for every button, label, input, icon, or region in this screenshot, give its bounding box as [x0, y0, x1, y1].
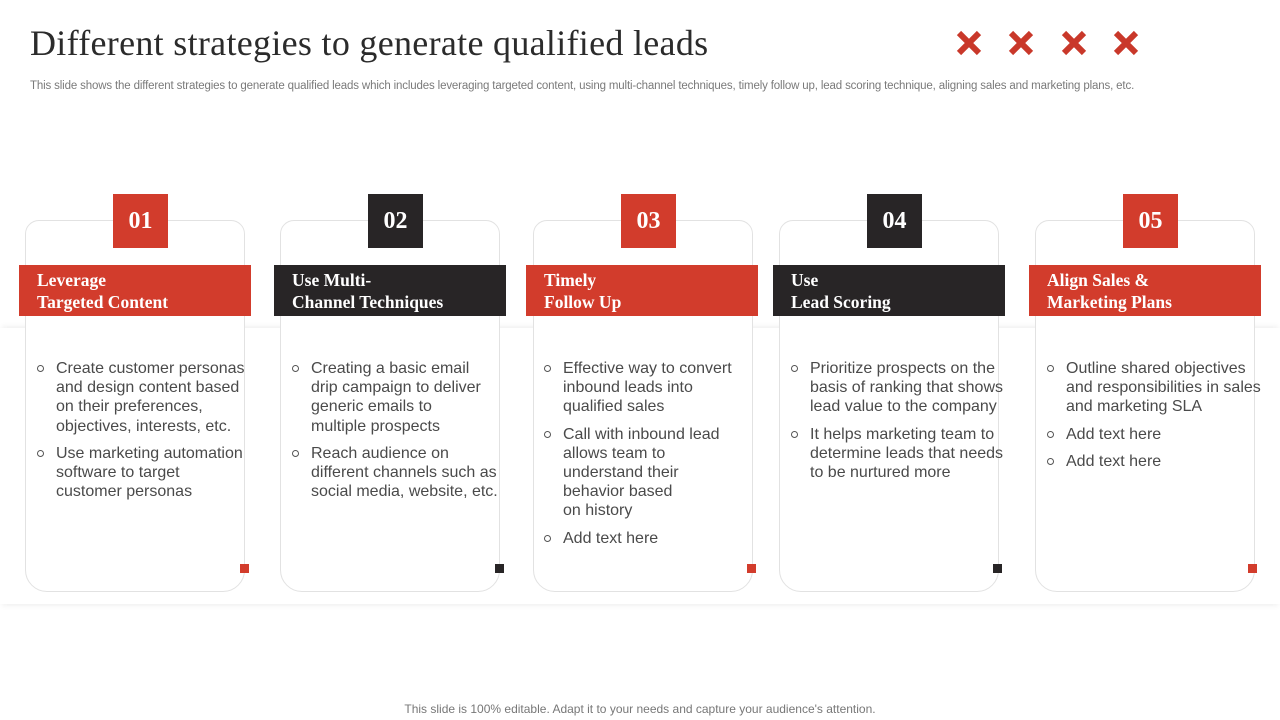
bullet-circle-icon — [292, 365, 299, 372]
strategy-heading-1 — [19, 265, 251, 316]
corner-square-icon — [240, 564, 249, 573]
strategy-number-1: 01 — [113, 194, 168, 248]
bullet-circle-icon — [544, 535, 551, 542]
list-item: Add text here — [541, 529, 766, 548]
strategy-bullets-4 — [788, 359, 1018, 490]
strategy-bullets-3 — [541, 359, 766, 556]
strategy-heading-2 — [274, 265, 506, 316]
list-item: Add text here — [1044, 452, 1276, 471]
strategy-bullets-1 — [34, 359, 259, 509]
x-mark-icon — [1006, 28, 1036, 58]
x-mark-icon — [1059, 28, 1089, 58]
heading-line: Use Multi- — [292, 270, 372, 290]
list-item: Use marketing automation software to target customer personas — [34, 444, 259, 502]
list-item: Effective way to convert inbound leads into qualified sales — [541, 359, 766, 417]
bullet-circle-icon — [292, 450, 299, 457]
x-mark-icon — [1111, 28, 1141, 58]
list-item: Creating a basic email drip campaign to deliver generic emails to multiple prospects — [289, 359, 514, 436]
heading-line: Lead Scoring — [791, 292, 891, 312]
bullet-circle-icon — [544, 431, 551, 438]
heading-line: Channel Techniques — [292, 292, 444, 312]
strategy-heading-3 — [526, 265, 758, 316]
x-marks-decoration — [954, 28, 1144, 60]
strategy-bullets-5 — [1044, 359, 1276, 479]
heading-line: Marketing Plans — [1047, 292, 1172, 312]
heading-line: Targeted Content — [37, 292, 169, 312]
heading-line: Timely — [544, 270, 597, 290]
strategy-number-4: 04 — [867, 194, 922, 248]
page-title: Different strategies to generate qualified leads — [30, 23, 709, 63]
strategy-heading-4 — [773, 265, 1005, 316]
footer-note: This slide is 100% editable. Adapt it to your needs and capture your audience's attention. — [404, 702, 876, 716]
heading-line: Leverage — [37, 270, 106, 290]
list-item: Create customer personas and design content based on their preferences, objectives, interests, etc. — [34, 359, 259, 436]
bullet-circle-icon — [1047, 365, 1054, 372]
bullet-circle-icon — [791, 365, 798, 372]
list-item: Add text here — [1044, 425, 1276, 444]
strategy-heading-5 — [1029, 265, 1261, 316]
corner-square-icon — [747, 564, 756, 573]
bullet-circle-icon — [544, 365, 551, 372]
strategy-number-3: 03 — [621, 194, 676, 248]
strategy-bullets-2 — [289, 359, 514, 509]
bullet-circle-icon — [791, 431, 798, 438]
list-item: Reach audience on different channels such as social media, website, etc. — [289, 444, 514, 502]
x-mark-icon — [954, 28, 984, 58]
bullet-circle-icon — [1047, 431, 1054, 438]
corner-square-icon — [1248, 564, 1257, 573]
heading-line: Use — [791, 270, 819, 290]
bullet-circle-icon — [1047, 458, 1054, 465]
strategy-number-5: 05 — [1123, 194, 1178, 248]
bullet-circle-icon — [37, 365, 44, 372]
heading-line: Align Sales & — [1047, 270, 1150, 290]
bullet-circle-icon — [37, 450, 44, 457]
list-item: Prioritize prospects on the basis of ranking that shows lead value to the company — [788, 359, 1018, 417]
list-item: It helps marketing team to determine leads that needs to be nurtured more — [788, 425, 1018, 483]
heading-line: Follow Up — [544, 292, 622, 312]
page-subtitle: This slide shows the different strategies to generate qualified leads which includes leveraging targeted content, using multi-channel techniques, timely follow up, lead scoring technique, aligning sales and marketing plans, etc. — [30, 80, 1135, 92]
corner-square-icon — [495, 564, 504, 573]
corner-square-icon — [993, 564, 1002, 573]
list-item: Call with inbound lead allows team to understand their behavior based on history — [541, 425, 766, 521]
list-item: Outline shared objectives and responsibilities in sales and marketing SLA — [1044, 359, 1276, 417]
strategy-number-2: 02 — [368, 194, 423, 248]
